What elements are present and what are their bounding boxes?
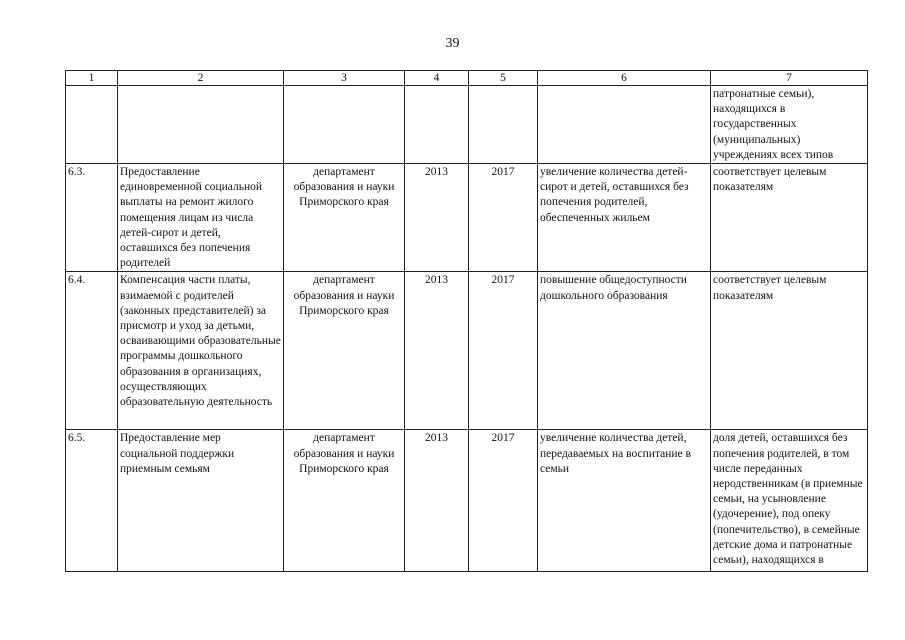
column-header: 1 [66,71,118,86]
column-header: 2 [118,71,284,86]
cell-empty [538,86,711,164]
cell-empty [405,86,469,164]
cell-measure-name: Предоставление мер социальной поддержки приемным семьям [118,430,284,572]
column-number-row [66,71,868,86]
cell-start-year: 2013 [405,430,469,572]
cell-expected-result: увеличение количества детей-сирот и детей, оставшихся без попечения родителей, обеспеченных жильем [538,164,711,272]
cell-empty [469,86,538,164]
cell-indicator: патронатные семьи), находящихся в государственных (муниципальных) учреждениях всех типов [711,86,868,164]
cell-start-year: 2013 [405,164,469,272]
column-header: 7 [711,71,868,86]
cell-measure-name: Компенсация части платы, взимаемой с родителей (законных представителей) за присмотр и уход за детьми, осваивающими образовательные программы дошкольного образования в организациях, осуществляющих образовательную деятельность [118,272,284,430]
cell-number: 6.5. [66,430,118,572]
column-header: 5 [469,71,538,86]
column-header: 4 [405,71,469,86]
cell-executor: департамент образования и науки Приморского края [284,164,405,272]
program-measures-table [65,70,868,572]
table-row [66,430,868,572]
cell-number: 6.3. [66,164,118,272]
cell-expected-result: повышение общедоступности дошкольного образования [538,272,711,430]
cell-indicator: доля детей, оставшихся без попечения родителей, в том числе переданных неродственникам (в приемные семьи, на усыновление (удочерение), под опеку (попечительство), в семейные детские дома и патронатные семьи), находящихся в [711,430,868,572]
cell-executor: департамент образования и науки Приморского края [284,272,405,430]
cell-empty [284,86,405,164]
cell-end-year: 2017 [469,272,538,430]
cell-empty [118,86,284,164]
cell-end-year: 2017 [469,430,538,572]
table-row [66,164,868,272]
column-header: 6 [538,71,711,86]
table-row [66,272,868,430]
cell-indicator: соответствует целевым показателям [711,164,868,272]
continuation-row [66,86,868,164]
cell-number: 6.4. [66,272,118,430]
cell-executor: департамент образования и науки Приморского края [284,430,405,572]
cell-measure-name: Предоставление единовременной социальной выплаты на ремонт жилого помещения лицам из числа детей-сирот и детей, оставшихся без попечения родителей [118,164,284,272]
cell-start-year: 2013 [405,272,469,430]
column-header: 3 [284,71,405,86]
cell-empty [66,86,118,164]
cell-expected-result: увеличение количества детей, передаваемых на воспитание в семьи [538,430,711,572]
cell-end-year: 2017 [469,164,538,272]
cell-indicator: соответствует целевым показателям [711,272,868,430]
page-number: 39 [445,36,460,51]
